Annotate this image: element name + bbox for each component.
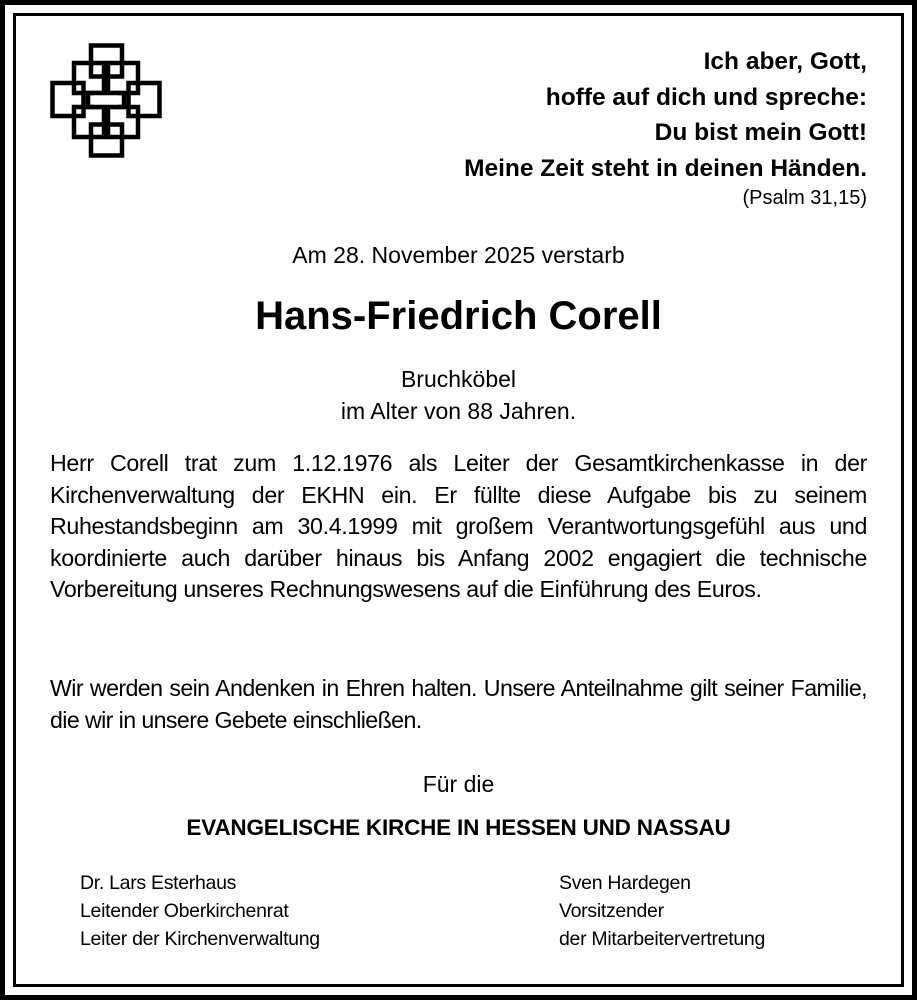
residence: Bruchköbel <box>400 366 517 392</box>
signatory-left <box>80 869 320 953</box>
psalm-line: hoffe auf dich und spreche: <box>545 83 867 111</box>
residence-and-age <box>0 363 917 427</box>
signatory-title: Leitender Oberkirchenrat <box>80 900 289 922</box>
signatory-name: Dr. Lars Esterhaus <box>80 872 237 894</box>
signatory-right <box>559 869 765 953</box>
death-date-line: Am 28. November 2025 verstarb <box>292 242 625 268</box>
age-line: im Alter von 88 Jahren. <box>340 398 577 424</box>
deceased-name: Hans-Friedrich Corell <box>255 294 662 338</box>
psalm-reference: (Psalm 31,15) <box>742 187 867 209</box>
condolence-paragraph: Wir werden sein Andenken in Ehren halten. Unsere Anteilnahme gilt seiner Familie, die wir in unsere Gebete einschließen. <box>50 675 867 733</box>
tribute-paragraph: Herr Corell trat zum 1.12.1976 als Leiter der Gesamtkirchenkasse in der Kirchenverwaltung der EKHN ein. Er füllte diese Aufgabe bis zu seinem Ruhestandsbeginn am 30.4.1999 mit großem Verantwortungsgefühl aus und koordinierte auch darüber hinaus bis Anfang 2002 engagiert die technische Vorbereitung unseres Rechnungswesens auf die Einführung des Euros. <box>50 450 867 602</box>
organization-name: EVANGELISCHE KIRCHE IN HESSEN UND NASSAU <box>186 815 731 840</box>
signatory-title: Leiter der Kirchenverwaltung <box>80 928 320 950</box>
ekhn-interlaced-cross-icon <box>50 43 162 158</box>
signatory-title: der Mitarbeitervertretung <box>559 928 766 950</box>
signatory-name: Sven Hardegen <box>559 872 691 894</box>
on-behalf-line: Für die <box>422 771 495 797</box>
psalm-line: Du bist mein Gott! <box>654 119 867 146</box>
psalm-line: Ich aber, Gott, <box>703 48 867 75</box>
psalm-quote <box>464 44 867 186</box>
signatory-title: Vorsitzender <box>559 900 664 922</box>
psalm-line: Meine Zeit steht in deinen Händen. <box>464 154 867 182</box>
